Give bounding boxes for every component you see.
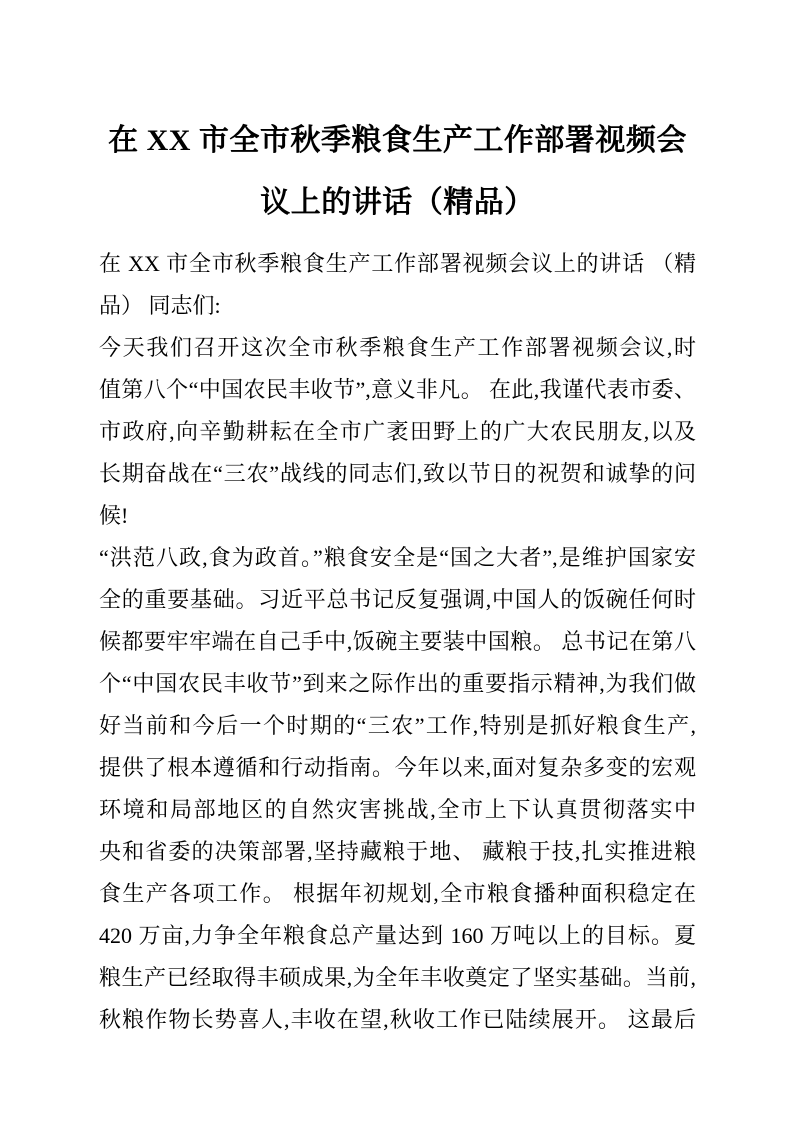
- text-line: 候!: [99, 503, 129, 528]
- text-line: 品） 同志们:: [99, 293, 221, 318]
- text-line: 提供了根本遵循和行动指南。今年以来,面对复杂多变的宏观: [99, 755, 696, 780]
- paragraph: [99, 537, 696, 1041]
- text-line: 候都要牢牢端在自己手中,饭碗主要装中国粮。 总书记在第八: [99, 629, 696, 654]
- text-line: 环境和局部地区的自然灾害挑战,全市上下认真贯彻落实中: [99, 797, 696, 822]
- text-line: 420 万亩,力争全年粮食总产量达到 160 万吨以上的目标。夏: [99, 923, 696, 948]
- text-line: 全的重要基础。习近平总书记反复强调,中国人的饭碗任何时: [99, 587, 696, 612]
- document-body: [99, 243, 696, 1041]
- text-line: 好当前和今后一个时期的“三农”工作,特别是抓好粮食生产,: [99, 713, 696, 738]
- text-line: 秋粮作物长势喜人,丰收在望,秋收工作已陆续展开。 这最后: [99, 1007, 696, 1032]
- text-line: 在 XX 市全市秋季粮食生产工作部署视频会议上的讲话 （精: [99, 251, 696, 276]
- text-line: 粮生产已经取得丰硕成果,为全年丰收奠定了坚实基础。当前,: [99, 965, 696, 990]
- paragraph: [99, 327, 696, 537]
- text-line: 食生产各项工作。 根据年初规划,全市粮食播种面积稳定在: [99, 881, 696, 906]
- title-line: 议上的讲话（精品）: [260, 186, 535, 219]
- text-line: 今天我们召开这次全市秋季粮食生产工作部署视频会议,时: [99, 335, 696, 360]
- text-line: “洪范八政,食为政首。”粮食安全是“国之大者”,是维护国家安: [99, 545, 696, 570]
- title-line: 在 XX 市全市秋季粮食生产工作部署视频会: [108, 124, 687, 157]
- text-line: 市政府,向辛勤耕耘在全市广袤田野上的广大农民朋友,以及: [99, 419, 696, 444]
- paragraph: [99, 243, 696, 327]
- text-line: 央和省委的决策部署,坚持藏粮于地、 藏粮于技,扎实推进粮: [99, 839, 696, 864]
- document-title: [99, 110, 696, 234]
- text-line: 长期奋战在“三农”战线的同志们,致以节日的祝贺和诚挚的问: [99, 461, 696, 486]
- text-line: 个“中国农民丰收节”到来之际作出的重要指示精神,为我们做: [99, 671, 696, 696]
- text-line: 值第八个“中国农民丰收节”,意义非凡。 在此,我谨代表市委、: [99, 377, 696, 402]
